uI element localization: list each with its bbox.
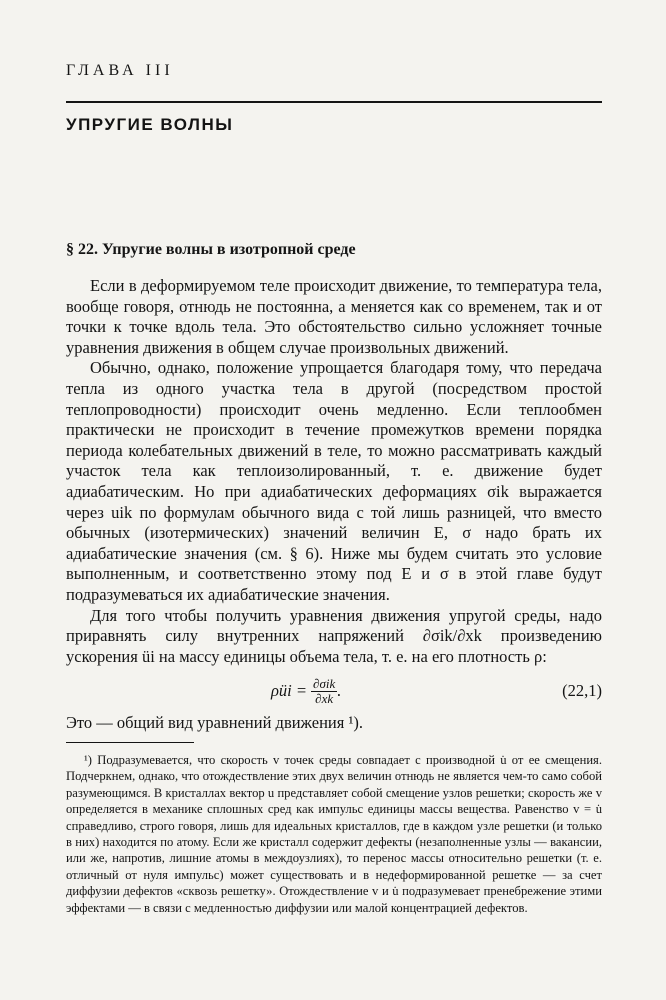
equation bbox=[271, 677, 341, 706]
equation-trailing: . bbox=[337, 681, 342, 701]
equation-denominator: ∂xk bbox=[315, 691, 334, 707]
body-text bbox=[66, 276, 602, 734]
footnote-rule bbox=[66, 742, 194, 743]
paragraph-2: Обычно, однако, положение упрощается благодаря тому, что передача тепла из одного участка тела в другой (посредством простой теплопроводности) происходит очень медленно. Если теплообмен практически не происходит в течение промежутков времени порядка периода колебательных движений в теле, то можно рассматривать каждый участок тела как теплоизолированный, т. е. движение будет адиабатическим. Но при адиабатических деформациях σik выражается через uik по формулам обычного вида с той лишь разницей, что вместо обычных (изотермических) значений величин E, σ надо брать их адиабатические значения (см. § 6). Ниже мы будем считать это условие выполненным, и соответственно этому под E и σ в этой главе будут подразумеваться их адиабатические значения. bbox=[66, 358, 602, 604]
chapter-rule bbox=[66, 101, 602, 103]
chapter-label: ГЛАВА III bbox=[66, 62, 174, 79]
section-heading: § 22. Упругие волны в изотропной среде bbox=[66, 241, 356, 258]
paragraph-1: Если в деформируемом теле происходит движение, то температура тела, вообще говоря, отнюдь не постоянна, а меняется как со временем, так и от точки к точке вдоль тела. Это обстоятельство сильно усложняет точные уравнения движения в общем случае произвольных движений. bbox=[66, 276, 602, 357]
paragraph-after-equation: Это — общий вид уравнений движения ¹). bbox=[66, 713, 364, 733]
equation-number: (22,1) bbox=[562, 681, 602, 701]
footnote-text: ¹) Подразумевается, что скорость v точек среды совпадает с производной u̇ от ее смещения. Подчеркнем, однако, что отождествление этих двух величин отнюдь не является чем-то само собой разумеющимся. В кристаллах вектор u представляет собой смещение узлов решетки; скорость же v определяется в механике сплошных сред как импульс единицы массы вещества. Равенство v = u̇ справедливо, строго говоря, лишь для идеальных кристаллов, где в каждом узле решетки (и только в них) находится по атому. Если же кристалл содержит дефекты (незаполненные узлы — вакансии, или же, напротив, лишние атомы в междоузлиях), то перенос массы относительно решетки (т. е. отличный от нуля импульс) может существовать и в недеформированной решетке — за счет диффузии дефектов «сквозь решетку». Отождествление v и u̇ подразумевает пренебрежение этими эффектами — в связи с медленностью диффузии или малой концентрацией дефектов. bbox=[66, 753, 602, 915]
equation-numerator: ∂σik bbox=[313, 676, 336, 692]
equation-lhs: ρüi = bbox=[271, 681, 308, 701]
equation-fraction bbox=[311, 677, 337, 706]
chapter-title: УПРУГИЕ ВОЛНЫ bbox=[66, 115, 234, 134]
equation-row bbox=[66, 669, 602, 713]
footnote bbox=[66, 752, 602, 916]
paragraph-3: Для того чтобы получить уравнения движения упругой среды, надо приравнять силу внутренних напряжений ∂σik/∂xk произведению ускорения üi на массу единицы объема тела, т. е. на его плотность ρ: bbox=[66, 605, 602, 666]
